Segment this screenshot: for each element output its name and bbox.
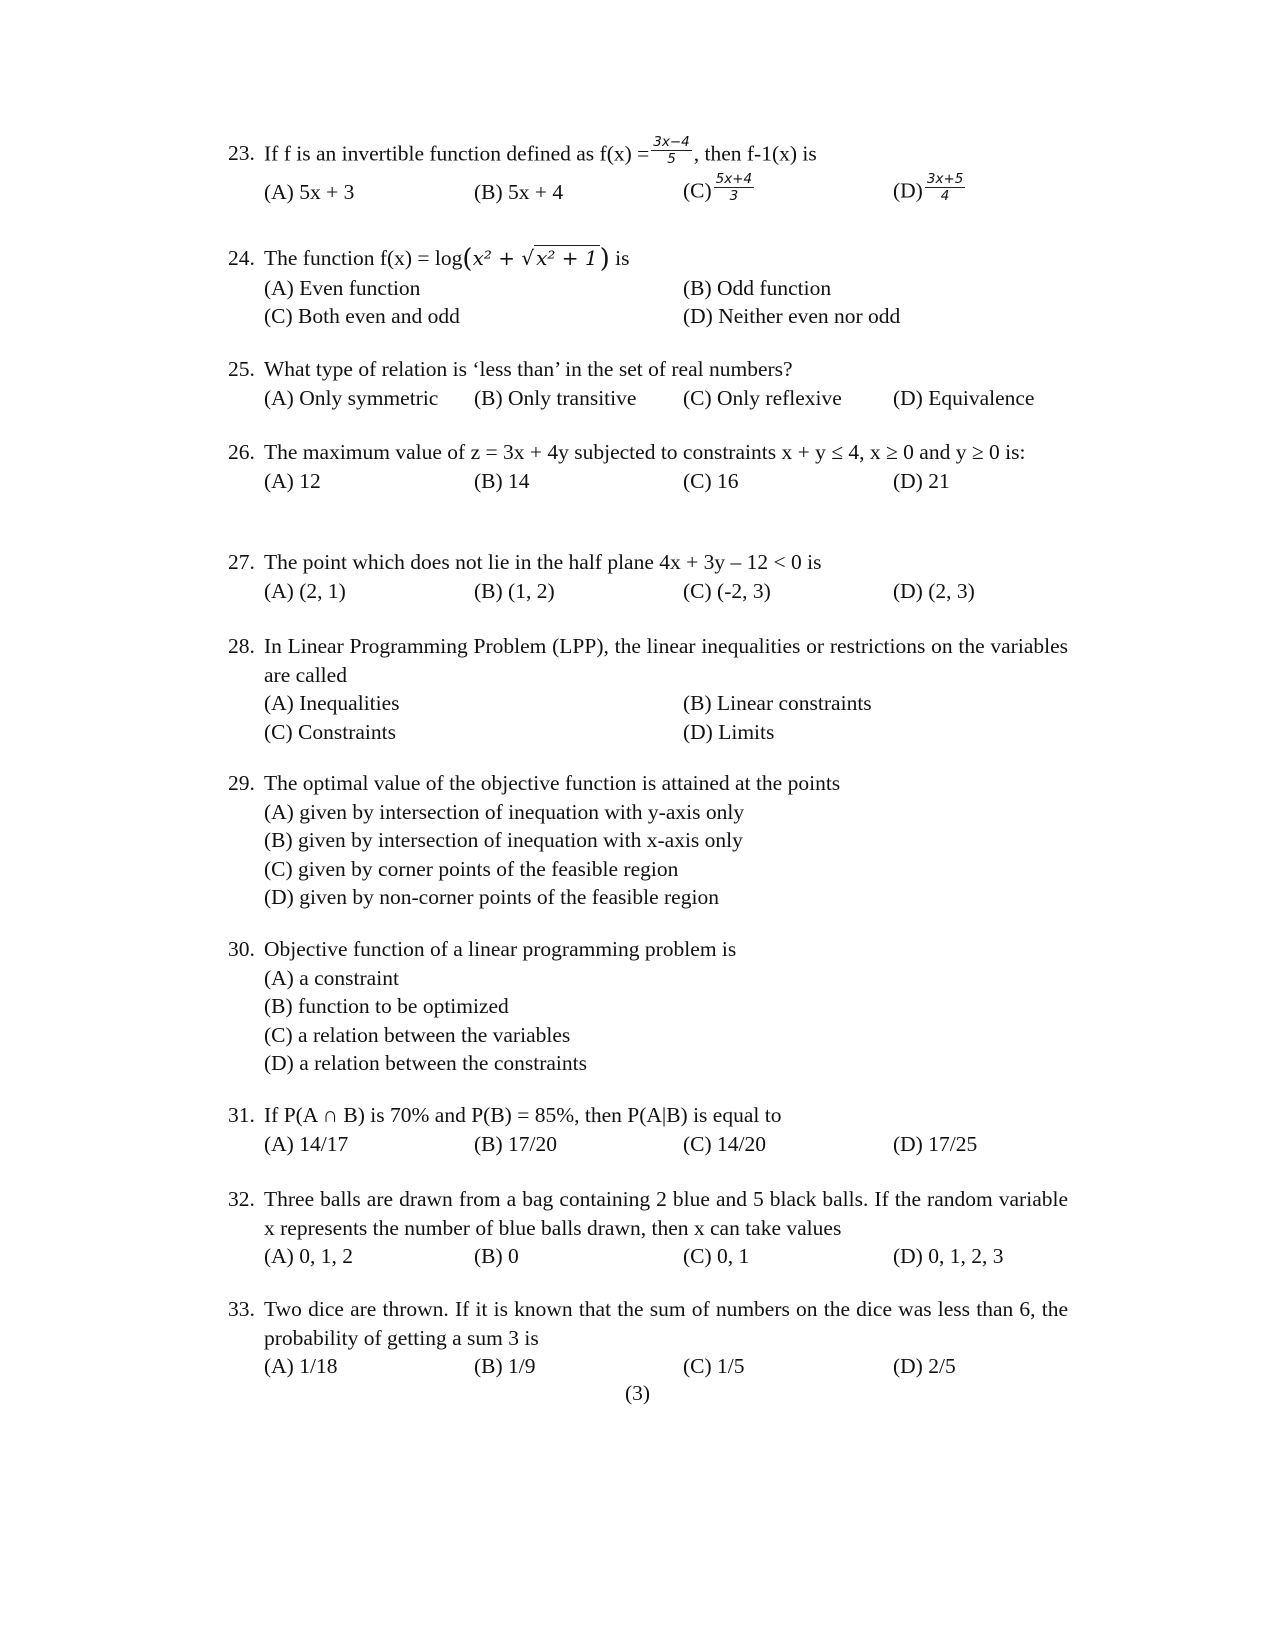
question-33 xyxy=(228,1295,1068,1381)
options xyxy=(264,964,1068,1078)
options xyxy=(264,577,1068,606)
options xyxy=(264,1130,1068,1159)
math-expression: x² + xyxy=(472,246,522,270)
option-d: (D) Limits xyxy=(683,719,775,744)
option-d xyxy=(893,171,967,209)
options xyxy=(264,467,1068,496)
option-b: (B) 17/20 xyxy=(474,1131,558,1156)
fraction xyxy=(925,171,965,204)
option-d: (D) Neither even nor odd xyxy=(683,304,901,328)
option-b: (B) Odd function xyxy=(683,275,832,300)
question-number: 25. xyxy=(228,357,255,381)
option-a: (A) Inequalities xyxy=(264,691,400,715)
stem-text: Two dice are thrown. If it is known that the sum of numbers on the dice was less than 6, the probability of getting a sum 3 is xyxy=(264,1297,1068,1350)
question-stem xyxy=(228,1101,1068,1130)
option-d: (D) Equivalence xyxy=(893,385,1035,410)
question-number: 33. xyxy=(228,1297,255,1321)
option-label: (D) xyxy=(893,178,923,203)
option-c: (C) given by corner points of the feasible region xyxy=(264,856,679,881)
option-a: (A) (2, 1) xyxy=(264,578,346,603)
question-29 xyxy=(228,769,1068,912)
stem-text: The point which does not lie in the half plane 4x + 3y – 12 < 0 is xyxy=(264,550,822,574)
options xyxy=(264,171,1068,212)
option-a: (A) 14/17 xyxy=(264,1131,349,1156)
option-d: (D) 0, 1, 2, 3 xyxy=(893,1244,1004,1268)
option-label: (C) xyxy=(683,178,712,203)
option-a: (A) given by intersection of inequation with y-axis only xyxy=(264,799,745,824)
fraction-numerator: 3x+5 xyxy=(926,171,964,187)
option-b: (B) Only transitive xyxy=(474,385,637,410)
question-31 xyxy=(228,1101,1068,1158)
option-b: (B) 1/9 xyxy=(474,1354,536,1378)
question-stem xyxy=(228,134,1068,172)
question-27 xyxy=(228,548,1068,605)
option-c: (C) (-2, 3) xyxy=(683,578,771,603)
question-28 xyxy=(228,632,1068,746)
question-number: 26. xyxy=(228,440,255,464)
stem-text: is xyxy=(609,246,630,270)
option-d: (D) given by non-corner points of the feasible region xyxy=(264,885,719,909)
option-b: (B) 0 xyxy=(474,1244,519,1268)
option-b: (B) (1, 2) xyxy=(474,578,555,603)
question-26 xyxy=(228,438,1068,495)
question-stem xyxy=(228,355,1068,384)
stem-text: Three balls are drawn from a bag containing 2 blue and 5 black balls. If the random variable x represents the number of blue balls drawn, then x can take values xyxy=(264,1187,1068,1240)
option-c: (C) 14/20 xyxy=(683,1131,767,1156)
options xyxy=(264,384,1068,413)
option-c: (C) Constraints xyxy=(264,719,396,744)
option-c: (C) a relation between the variables xyxy=(264,1022,571,1047)
question-number: 27. xyxy=(228,550,255,574)
question-stem xyxy=(228,1185,1068,1242)
option-c xyxy=(683,171,756,209)
option-a: (A) a constraint xyxy=(264,965,399,990)
fraction-numerator: 5x+4 xyxy=(715,171,753,187)
option-b: (B) function to be optimized xyxy=(264,994,509,1018)
fraction-denominator: 3 xyxy=(729,188,739,204)
stem-text: , then f-1(x) is xyxy=(693,141,817,166)
option-a: (A) 12 xyxy=(264,468,321,493)
option-d: (D) 17/25 xyxy=(893,1131,978,1156)
question-30 xyxy=(228,935,1068,1078)
question-number: 31. xyxy=(228,1103,255,1127)
option-b: (B) 5x + 4 xyxy=(474,180,564,204)
option-c: (C) 1/5 xyxy=(683,1354,745,1378)
fraction xyxy=(651,134,691,167)
options xyxy=(264,689,1068,746)
option-c: (C) Both even and odd xyxy=(264,304,460,328)
option-c: (C) 0, 1 xyxy=(683,1244,750,1268)
stem-text: The maximum value of z = 3x + 4y subjected to constraints x + y ≤ 4, x ≥ 0 and y ≥ 0 is: xyxy=(264,440,1026,464)
option-b: (B) given by intersection of inequation with x-axis only xyxy=(264,828,743,852)
stem-text: The optimal value of the objective function is attained at the points xyxy=(264,771,841,795)
question-32 xyxy=(228,1185,1068,1271)
option-c: (C) Only reflexive xyxy=(683,385,842,410)
question-number: 32. xyxy=(228,1187,255,1211)
options xyxy=(264,274,1068,331)
question-number: 28. xyxy=(228,634,255,658)
option-d: (D) 2/5 xyxy=(893,1354,956,1378)
sqrt-icon: √ xyxy=(521,246,535,270)
option-a: (A) Even function xyxy=(264,275,421,300)
question-stem xyxy=(228,1295,1068,1352)
stem-text: What type of relation is ‘less than’ in the set of real numbers? xyxy=(264,357,793,381)
question-number: 29. xyxy=(228,771,255,795)
option-d: (D) (2, 3) xyxy=(893,578,975,603)
option-c: (C) 16 xyxy=(683,468,739,493)
question-stem xyxy=(228,935,1068,964)
question-stem xyxy=(228,438,1068,467)
question-stem xyxy=(228,244,1068,274)
math-paren: ) xyxy=(599,244,610,274)
stem-text: The function f(x) = log xyxy=(264,246,463,270)
option-a: (A) 1/18 xyxy=(264,1354,338,1378)
page-number: (3) xyxy=(624,1381,651,1405)
question-stem xyxy=(228,769,1068,798)
fraction-numerator: 3x−4 xyxy=(653,134,690,150)
options xyxy=(264,1242,1068,1271)
stem-text: If P(A ∩ B) is 70% and P(B) = 85%, then P(A|B) is equal to xyxy=(264,1103,782,1127)
option-a: (A) 5x + 3 xyxy=(264,180,355,204)
question-number: 24. xyxy=(228,246,255,270)
question-number: 23. xyxy=(228,141,255,165)
option-d: (D) a relation between the constraints xyxy=(264,1051,587,1075)
question-25 xyxy=(228,355,1068,412)
question-number: 30. xyxy=(228,937,255,961)
stem-text: Objective function of a linear programming problem is xyxy=(264,937,737,961)
options xyxy=(264,1352,1068,1381)
fraction-denominator: 4 xyxy=(940,188,950,204)
radicand: x² + 1 xyxy=(536,246,598,270)
question-23 xyxy=(228,134,1068,212)
math-paren: ( xyxy=(462,244,473,274)
options xyxy=(264,798,1068,912)
option-a: (A) 0, 1, 2 xyxy=(264,1244,353,1268)
question-stem xyxy=(228,632,1068,689)
stem-text: In Linear Programming Problem (LPP), the linear inequalities or restrictions on the variables are called xyxy=(264,634,1068,687)
option-d: (D) 21 xyxy=(893,468,950,493)
question-24 xyxy=(228,244,1068,331)
option-a: (A) Only symmetric xyxy=(264,385,439,410)
fraction xyxy=(714,171,754,204)
stem-text: If f is an invertible function defined as f(x) = xyxy=(264,141,650,166)
fraction-denominator: 5 xyxy=(667,151,676,167)
question-stem xyxy=(228,548,1068,577)
option-b: (B) Linear constraints xyxy=(683,691,872,715)
option-b: (B) 14 xyxy=(474,468,530,493)
